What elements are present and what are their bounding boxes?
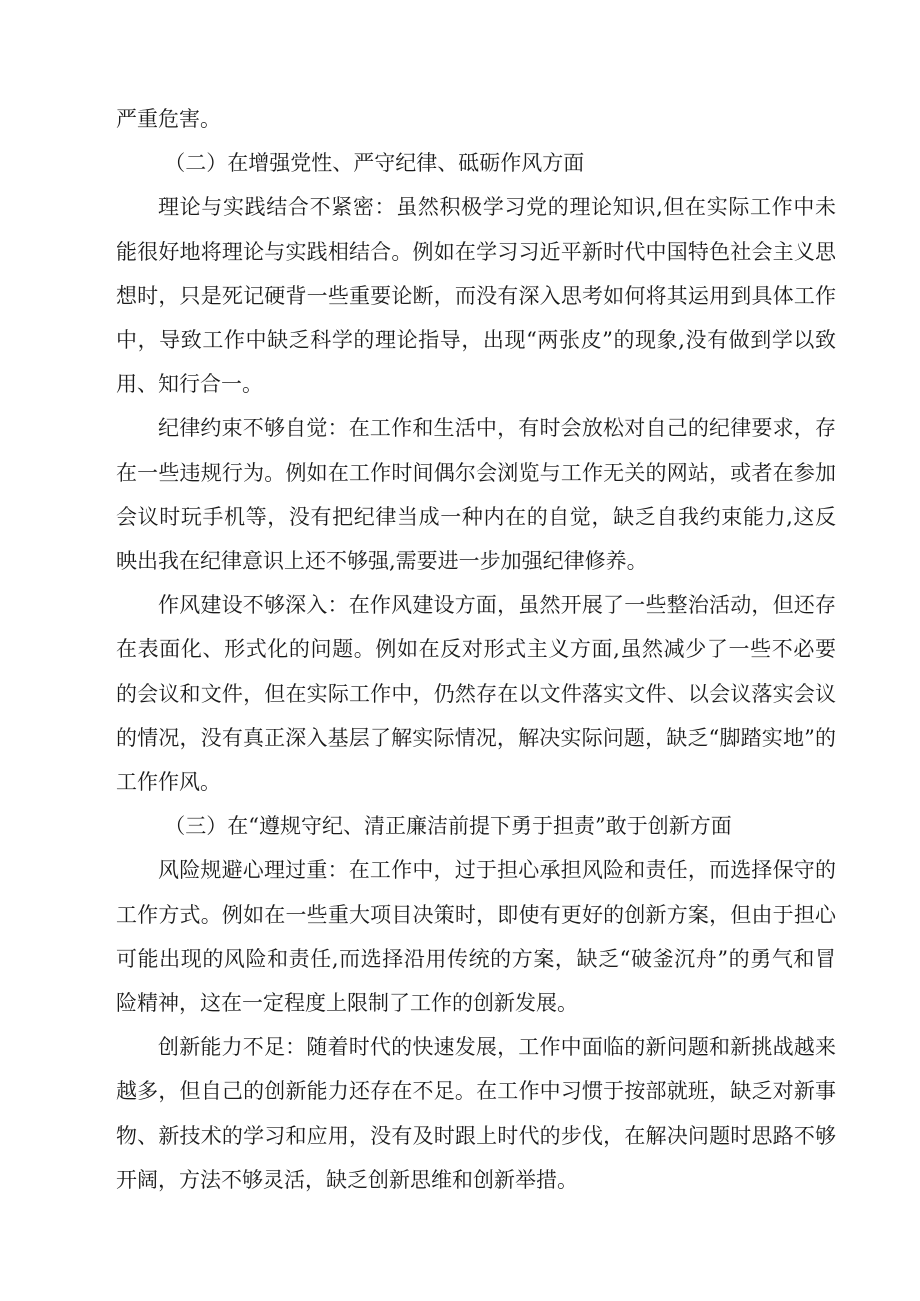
paragraph-work-style: 作风建设不够深入：在作风建设方面，虽然开展了一些整治活动，但还存在表面化、形式化的问题。例如在反对形式主义方面,虽然减少了一些不必要的会议和文件，但在实际工作中，仍然存在以文件落实文件、以会议落实会议的情况，没有真正深入基层了解实际情况，解决实际问题，缺乏“脚踏实地”的工作作风。 xyxy=(116,593,836,795)
paragraph-discipline: 纪律约束不够自觉：在工作和生活中，有时会放松对自己的纪律要求，存在一些违规行为。例如在工作时间偶尔会浏览与工作无关的网站，或者在参加会议时玩手机等，没有把纪律当成一种内在的自觉，缺乏自我约束能力,这反映出我在纪律意识上还不够强,需要进一步加强纪律修养。 xyxy=(116,416,836,574)
paragraph-theory-practice: 理论与实践结合不紧密：虽然积极学习党的理论知识,但在实际工作中未能很好地将理论与实践相结合。例如在学习习近平新时代中国特色社会主义思想时，只是死记硬背一些重要论断，而没有深入思考如何将其运用到具体工作中，导致工作中缺乏科学的理论指导，出现“两张皮”的现象,没有做到学以致用、知行合一。 xyxy=(116,195,836,397)
paragraph-innovation: 创新能力不足：随着时代的快速发展，工作中面临的新问题和新挑战越来越多，但自己的创新能力还存在不足。在工作中习惯于按部就班，缺乏对新事物、新技术的学习和应用，没有及时跟上时代的步伐，在解决问题时思路不够开阔，方法不够灵活，缺乏创新思维和创新举措。 xyxy=(116,1035,836,1192)
section-heading-3: （三）在“遵规守纪、清正廉洁前提下勇于担责”敢于创新方面 xyxy=(164,814,732,839)
document-body xyxy=(116,97,836,1202)
section-heading-2: （二）在增强党性、严守纪律、砥砺作风方面 xyxy=(164,151,585,176)
paragraph-risk-avoidance: 风险规避心理过重：在工作中，过于担心承担风险和责任，而选择保守的工作方式。例如在一些重大项目决策时，即使有更好的创新方案，但由于担心可能出现的风险和责任,而选择沿用传统的方案，缺乏“破釜沉舟”的勇气和冒险精神，这在一定程度上限制了工作的创新发展。 xyxy=(116,858,836,1016)
paragraph-continuation: 严重危害。 xyxy=(116,107,221,131)
